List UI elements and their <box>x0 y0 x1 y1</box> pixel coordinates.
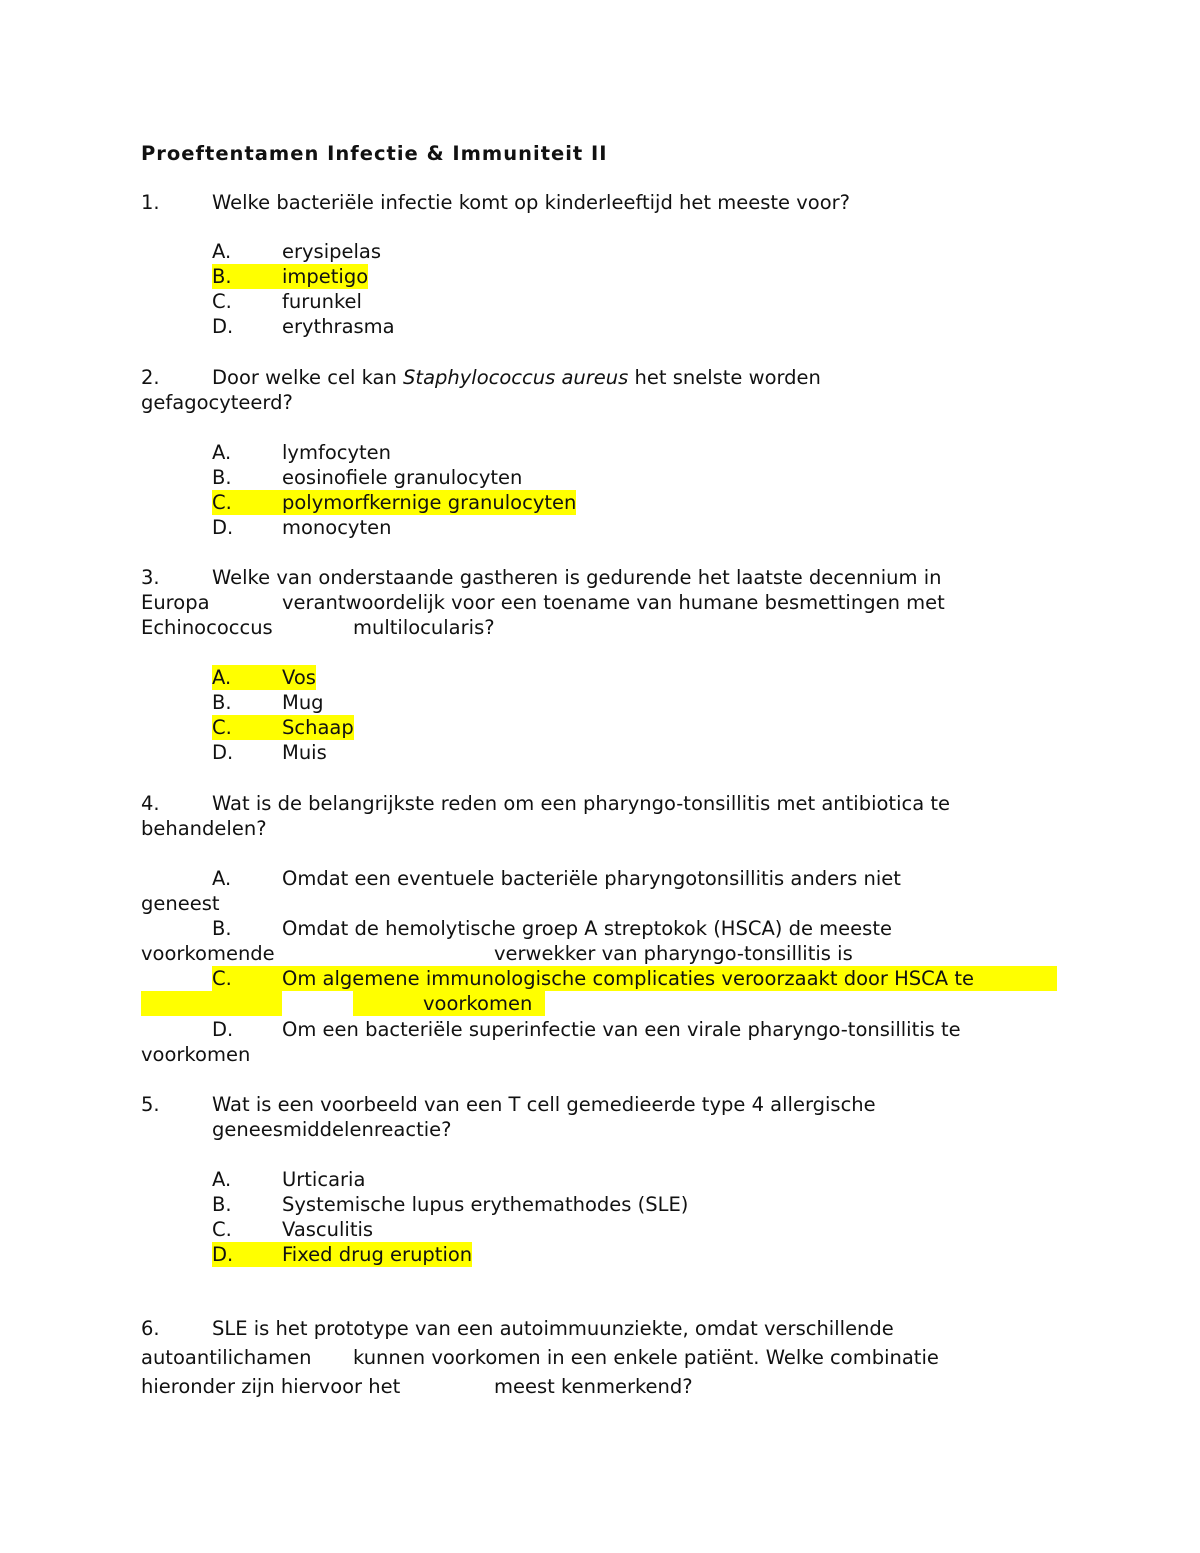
option-text: Urticaria <box>282 1168 366 1191</box>
option-letter-highlighted: C. <box>212 967 232 990</box>
question-number: 6. <box>141 1317 160 1340</box>
option-text-highlighted: Om algemene immunologische complicaties veroorzaakt door HSCA te <box>282 967 974 990</box>
option-text: Vasculitis <box>282 1218 374 1241</box>
question-text-continued: behandelen? <box>141 817 267 840</box>
question-text-continued: verantwoordelijk voor een toename van humane besmettingen met <box>282 591 945 614</box>
option-text-continued: voorkomen <box>141 1043 251 1066</box>
question-text-continued: autoantilichamen <box>141 1346 312 1369</box>
option-text: eosinofiele granulocyten <box>282 466 523 489</box>
option-text-continued: verwekker van pharyngo-tonsillitis is <box>494 942 853 965</box>
answer-highlight <box>141 991 282 1016</box>
option-text-continued: geneest <box>141 892 220 915</box>
option-letter-highlighted: C. <box>212 715 282 740</box>
option-letter-highlighted: C. <box>212 490 282 515</box>
option-text: erythrasma <box>282 315 395 338</box>
question-text-continued: multilocularis? <box>353 616 495 639</box>
option-letter-highlighted: D. <box>212 1242 282 1267</box>
option-text: erysipelas <box>282 240 382 263</box>
option-letter: B. <box>212 466 232 489</box>
question-text-continued: meest kenmerkend? <box>494 1375 693 1398</box>
option-text-continued: voorkomende <box>141 942 275 965</box>
option-letter: B. <box>212 1193 232 1216</box>
question-number: 3. <box>141 566 160 589</box>
question-text-continued: Echinococcus <box>141 616 273 639</box>
option-letter: B. <box>212 917 232 940</box>
option-letter: D. <box>212 741 234 764</box>
option-text: Muis <box>282 741 327 764</box>
option-text-highlighted: Fixed drug eruption <box>282 1243 473 1266</box>
option-letter: A. <box>212 441 232 464</box>
question-text-part: Door welke cel kan <box>212 366 404 389</box>
question-number: 2. <box>141 366 160 389</box>
question-text: Welke van onderstaande gastheren is gedurende het laatste decennium in <box>212 566 942 589</box>
document-title: Proeftentamen Infectie & Immuniteit II <box>141 142 608 165</box>
option-letter-highlighted: B. <box>212 264 282 289</box>
organism-name: Staphylococcus aureus <box>403 366 629 389</box>
question-number: 1. <box>141 191 160 214</box>
option-letter: A. <box>212 240 232 263</box>
option-letter-highlighted: A. <box>212 665 282 690</box>
option-text: Omdat een eventuele bacteriële pharyngotonsillitis anders niet <box>282 867 901 890</box>
question-text-part: het snelste worden <box>628 366 821 389</box>
option-letter: C. <box>212 290 232 313</box>
option-text: Mug <box>282 691 324 714</box>
option-text-highlighted: Vos <box>282 666 316 689</box>
option-letter: D. <box>212 1018 234 1041</box>
question-text-continued: hieronder zijn hiervoor het <box>141 1375 401 1398</box>
question-text: Wat is een voorbeeld van een T cell gemedieerde type 4 allergische <box>212 1093 876 1116</box>
option-text: furunkel <box>282 290 362 313</box>
question-text-continued: gefagocyteerd? <box>141 391 293 414</box>
option-text: monocyten <box>282 516 392 539</box>
option-letter: C. <box>212 1218 232 1241</box>
option-text-highlighted: Schaap <box>282 716 354 739</box>
question-text-continued: geneesmiddelenreactie? <box>212 1118 452 1141</box>
option-text: Om een bacteriële superinfectie van een virale pharyngo-tonsillitis te <box>282 1018 961 1041</box>
option-letter: A. <box>212 1168 232 1191</box>
option-letter: D. <box>212 315 234 338</box>
option-text: lymfocyten <box>282 441 392 464</box>
question-text: Welke bacteriële infectie komt op kinderleeftijd het meeste voor? <box>212 191 850 214</box>
option-text-highlighted-continued: voorkomen <box>423 992 533 1015</box>
question-text: SLE is het prototype van een autoimmuunziekte, omdat verschillende <box>212 1317 894 1340</box>
question-text-continued: kunnen voorkomen in een enkele patiënt. Welke combinatie <box>353 1346 939 1369</box>
option-text-highlighted: polymorfkernige granulocyten <box>282 491 577 514</box>
option-letter: B. <box>212 691 232 714</box>
question-number: 4. <box>141 792 160 815</box>
question-text <box>212 365 821 390</box>
option-text: Systemische lupus erythemathodes (SLE) <box>282 1193 689 1216</box>
option-letter: D. <box>212 516 234 539</box>
option-text-highlighted: impetigo <box>282 265 369 288</box>
option-text: Omdat de hemolytische groep A streptokok (HSCA) de meeste <box>282 917 892 940</box>
question-text: Wat is de belangrijkste reden om een pharyngo-tonsillitis met antibiotica te <box>212 792 951 815</box>
option-letter: A. <box>212 867 232 890</box>
question-text-continued: Europa <box>141 591 210 614</box>
question-number: 5. <box>141 1093 160 1116</box>
